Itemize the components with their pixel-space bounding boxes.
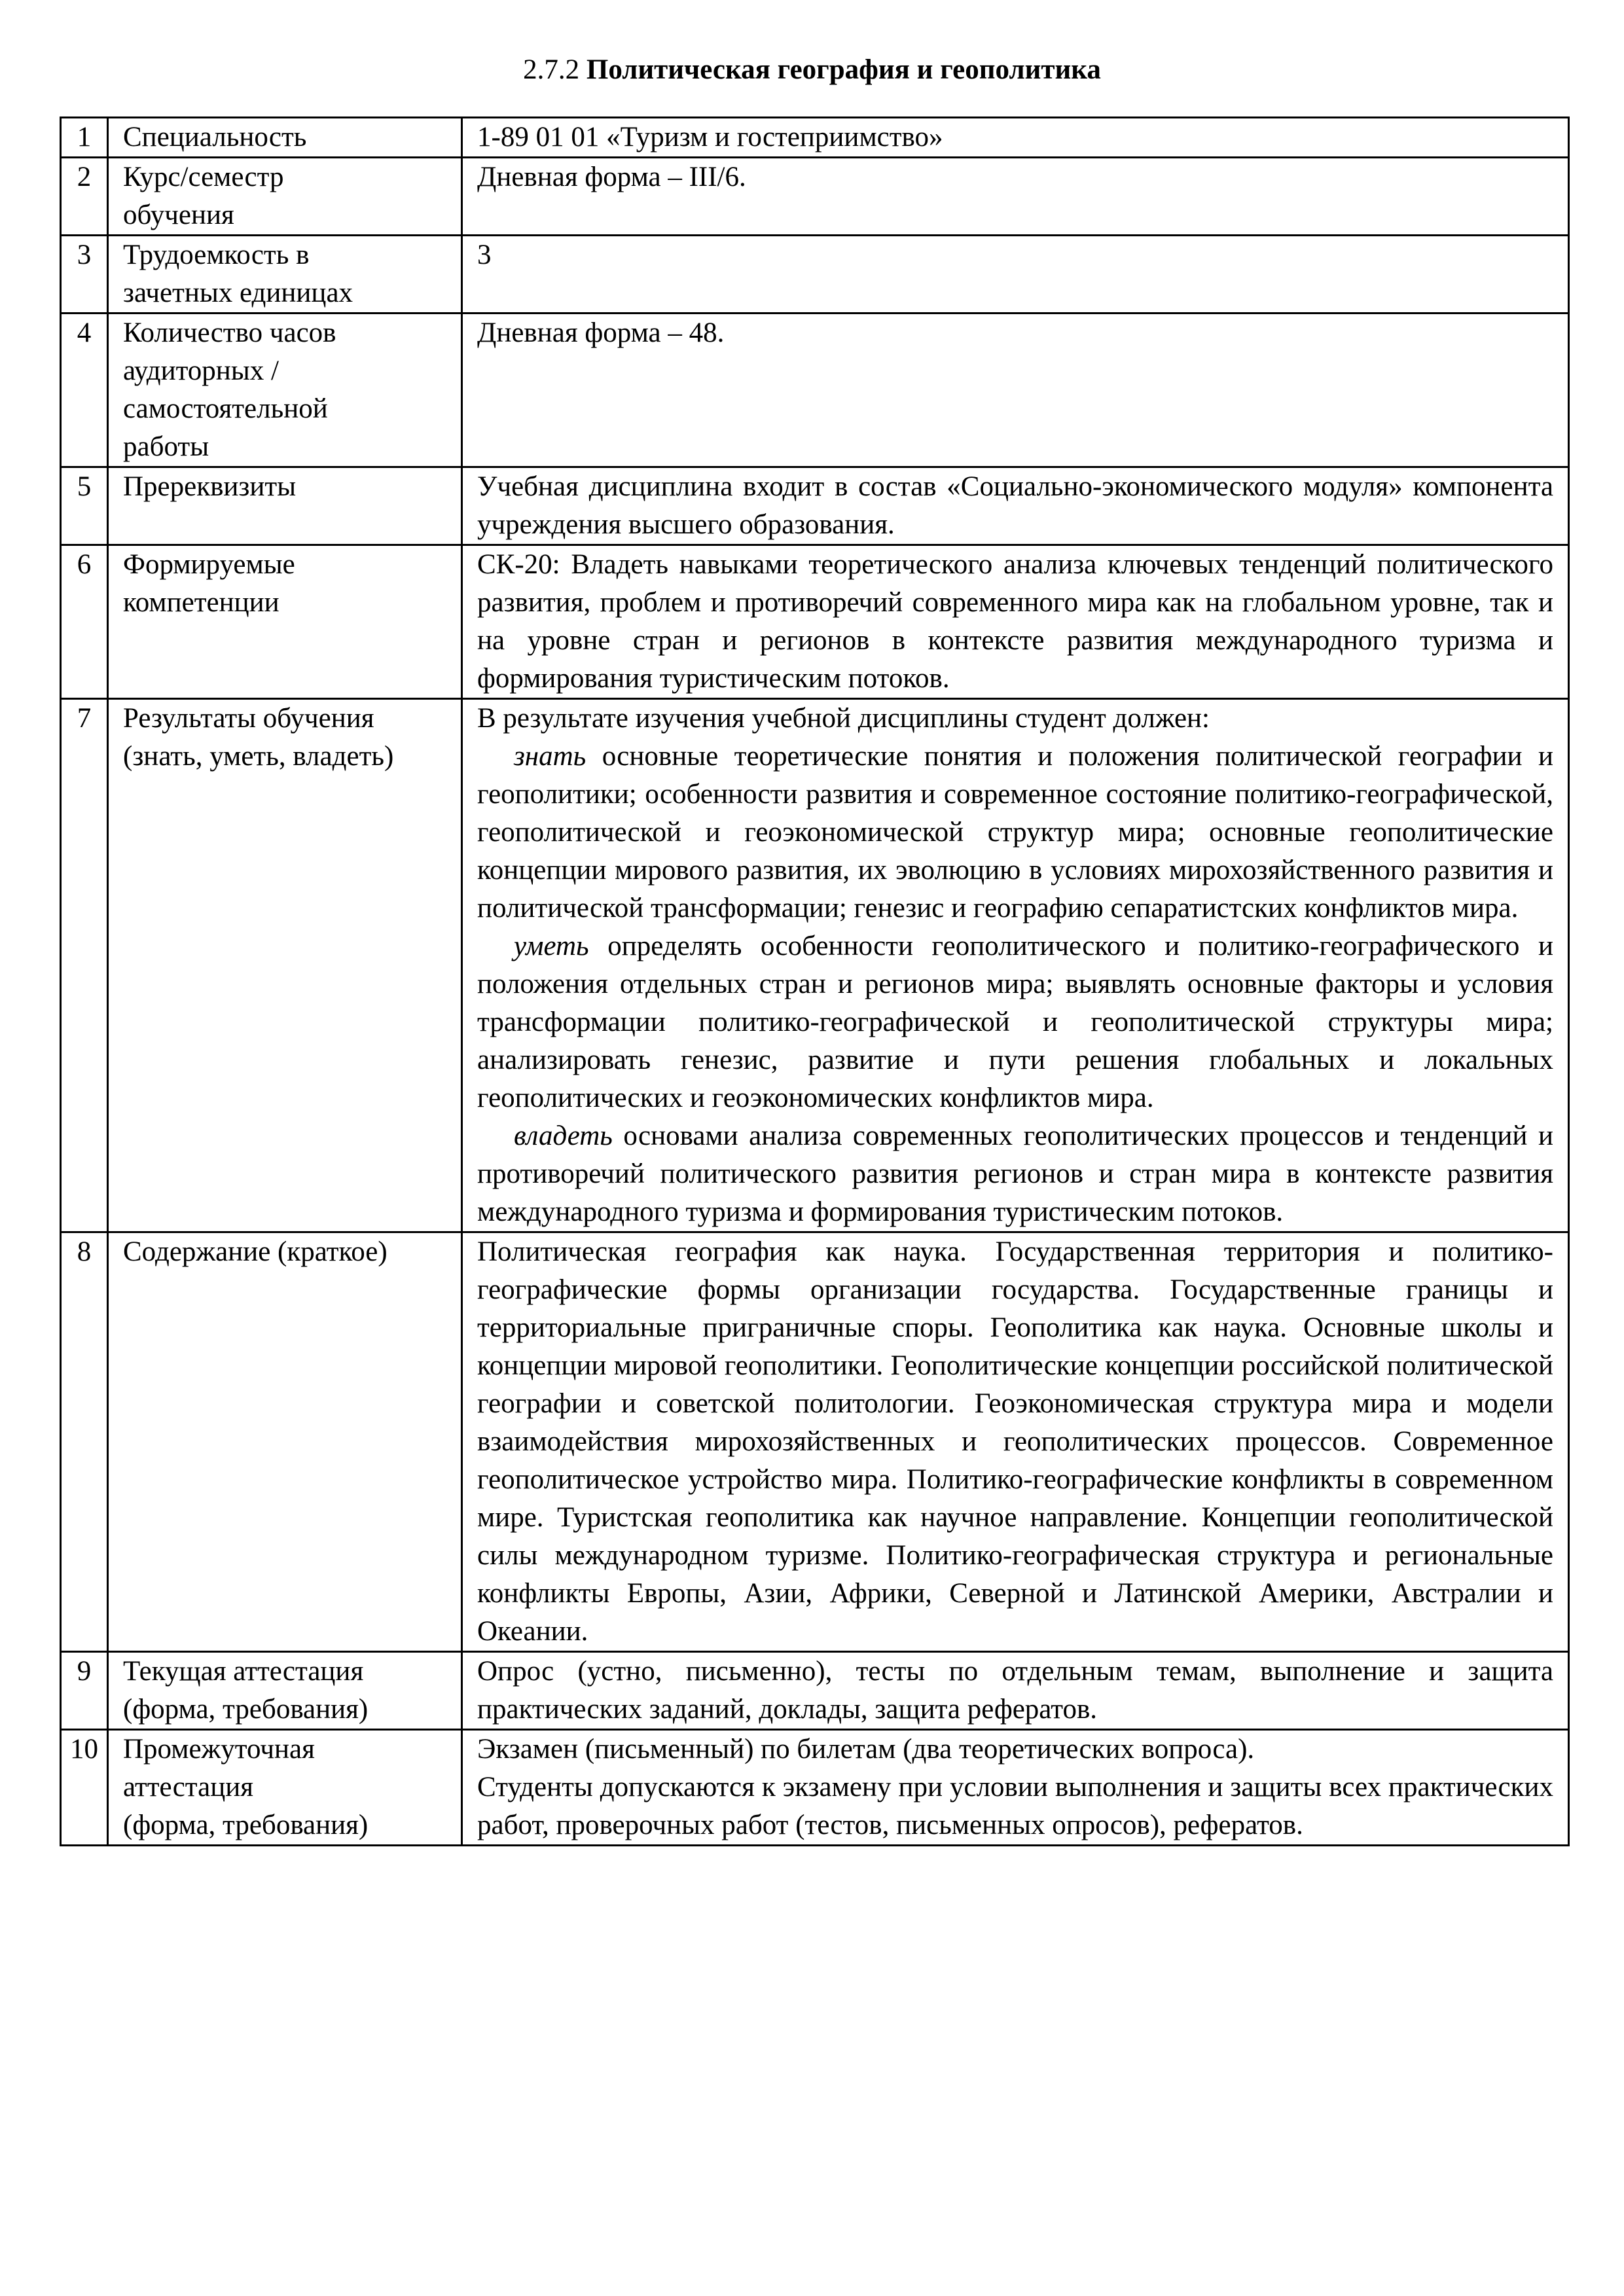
row-label: Результаты обучения (знать, уметь, владеть) — [108, 699, 462, 1232]
row-label: Курс/семестр обучения — [108, 158, 462, 236]
results-can: уметь определять особенности геополитического и политико-географического и положения отдельных стран и регионов мира; выявлять основные факторы и условия трансформации политико-географической и геополитической структуры мира; анализировать генезис, развитие и пути решения глобальных и локальных геополитических и геоэкономических конфликтов мира. — [477, 931, 1554, 1113]
row-value — [462, 699, 1569, 1232]
term-know: знать — [514, 741, 586, 772]
table-row — [61, 158, 1569, 236]
row-number: 8 — [61, 1232, 108, 1652]
table-row — [61, 314, 1569, 467]
row-number: 9 — [61, 1652, 108, 1730]
row-label: Специальность — [108, 118, 462, 158]
row-value: СК-20: Владеть навыками теоретического анализа ключевых тенденций политического развития, проблем и противоречий современного мира как на глобальном уровне, так и на уровне стран и регионов в контексте развития международного туризма и формирования туристическим потоков. — [462, 545, 1569, 699]
section-number: 2.7.2 — [523, 54, 580, 85]
row-number: 2 — [61, 158, 108, 236]
table-row — [61, 1652, 1569, 1730]
results-intro: В результате изучения учебной дисциплины студент должен: — [477, 703, 1210, 734]
exam-admission-line: Студенты допускаются к экзамену при условии выполнения и защиты всех практических работ, проверочных работ (тестов, письменных опросов), рефератов. — [477, 1772, 1553, 1840]
row-number: 3 — [61, 236, 108, 314]
row-value: 1-89 01 01 «Туризм и гостеприимство» — [462, 118, 1569, 158]
results-know: знать основные теоретические понятия и положения политической географии и геополитики; особенности развития и современное состояние политико-географической, геополитической и геоэкономической структур мира; основные геополитические концепции мирового развития, их эволюцию в условиях мирохозяйственного развития и политической трансформации; генезис и географию сепаратистских конфликтов мира. — [477, 741, 1553, 924]
row-label: Пререквизиты — [108, 467, 462, 545]
row-number: 6 — [61, 545, 108, 699]
row-value: Дневная форма – III/6. — [462, 158, 1569, 236]
term-master: владеть — [514, 1121, 613, 1151]
table-row — [61, 699, 1569, 1232]
row-label: Трудоемкость в зачетных единицах — [108, 236, 462, 314]
row-value: Политическая география как наука. Государственная территория и политико-географические формы организации государства. Государственные границы и территориальные приграничные споры. Геополитика как наука. Основные школы и концепции мировой геополитики. Геополитические концепции российской политической географии и советской политологии. Геоэкономическая структура мира и модели взаимодействия мирохозяйственных и геополитических процессов. Современное геополитическое устройство мира. Политико-географические конфликты в современном мире. Туристская геополитика как научное направление. Концепции геополитической силы международном туризме. Политико-географическая структура и региональные конфликты Европы, Азии, Африки, Северной и Латинской Америки, Австралии и Океании. — [462, 1232, 1569, 1652]
row-value: 3 — [462, 236, 1569, 314]
exam-line: Экзамен (письменный) по билетам (два теоретических вопроса). — [477, 1734, 1255, 1765]
table-row — [61, 1232, 1569, 1652]
row-value — [462, 1730, 1569, 1846]
row-number: 10 — [61, 1730, 108, 1846]
table-row — [61, 236, 1569, 314]
table-row — [61, 467, 1569, 545]
row-number: 7 — [61, 699, 108, 1232]
row-value: Дневная форма – 48. — [462, 314, 1569, 467]
page-title — [0, 51, 1624, 89]
term-can: уметь — [514, 931, 589, 961]
table-row — [61, 118, 1569, 158]
row-label: Формируемые компетенции — [108, 545, 462, 699]
row-number: 4 — [61, 314, 108, 467]
row-label: Количество часов аудиторных / самостоятельной работы — [108, 314, 462, 467]
discipline-table — [60, 117, 1570, 1846]
row-value: Учебная дисциплина входит в состав «Социально-экономического модуля» компонента учреждения высшего образования. — [462, 467, 1569, 545]
row-label: Промежуточная аттестация (форма, требования) — [108, 1730, 462, 1846]
table-row — [61, 545, 1569, 699]
row-value: Опрос (устно, письменно), тесты по отдельным темам, выполнение и защита практических заданий, доклады, защита рефератов. — [462, 1652, 1569, 1730]
row-number: 5 — [61, 467, 108, 545]
row-number: 1 — [61, 118, 108, 158]
row-label: Содержание (краткое) — [108, 1232, 462, 1652]
table-row — [61, 1730, 1569, 1846]
row-label: Текущая аттестация (форма, требования) — [108, 1652, 462, 1730]
results-master: владеть основами анализа современных геополитических процессов и тенденций и противоречий политического развития регионов и стран мира в контексте развития международного туризма и формирования туристическим потоков. — [477, 1121, 1554, 1227]
section-title: Политическая география и геополитика — [586, 54, 1101, 85]
